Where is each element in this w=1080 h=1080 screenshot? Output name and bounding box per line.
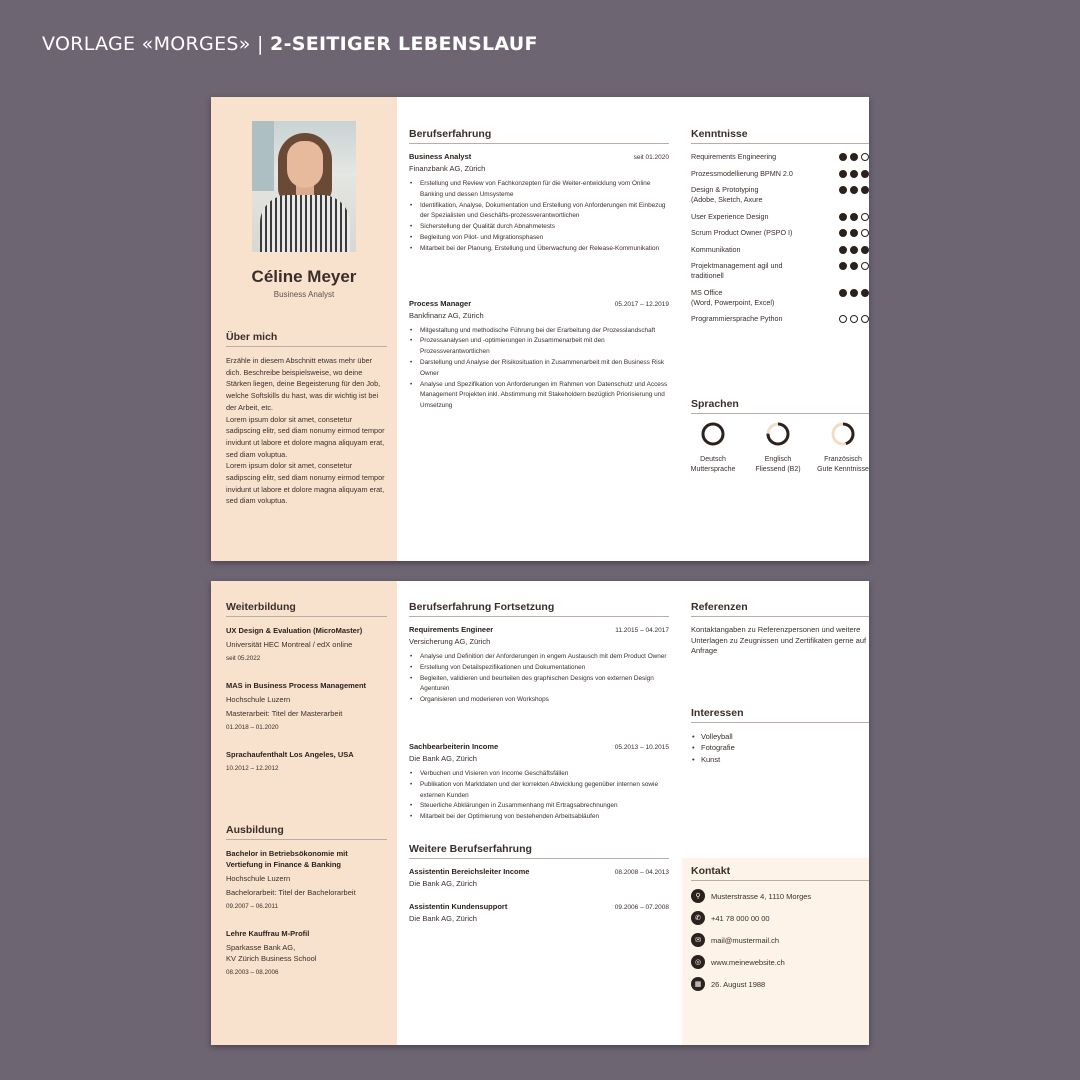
education-date: seit 05.2022 [226, 655, 261, 662]
job-bullet: • Mitarbeit bei der Optimierung von bestehenden Arbeitsabläufen [409, 812, 669, 823]
skill-rating [839, 213, 869, 221]
job-title: Assistentin Bereichsleiter Income [409, 866, 530, 876]
job-date: 08.2008 – 04.2013 [614, 868, 669, 876]
job-bullet: • Steuerliche Abklärungen in Zusammenhang mit Ertragsabrechnungen [409, 801, 669, 812]
education-institution: Hochschule Luzern [226, 874, 291, 883]
experience-more-list [409, 867, 669, 923]
job-bullet: • Mitarbeit bei der Planung, Erstellung und Überwachung der Release-Kommunikation [409, 244, 669, 255]
skill-name: Scrum Product Owner (PSPO I) [691, 228, 793, 237]
left-sidebar-2 [211, 581, 397, 1045]
skills-list [691, 152, 869, 324]
job-date: 05.2017 – 12.2019 [614, 300, 669, 308]
job-title: Assistentin Kundensupport [409, 901, 508, 911]
contact-title: Kontakt [691, 865, 869, 881]
job-title: Business Analyst [409, 152, 472, 161]
language-level-ring [831, 422, 855, 446]
skill-rating [839, 246, 869, 254]
language-item [813, 422, 873, 475]
job-date: 11.2015 – 04.2017 [615, 627, 669, 634]
job-title: Requirements Engineer [409, 625, 494, 634]
job-company: Bankfinanz AG, Zürich [409, 310, 484, 320]
skill-row [691, 212, 869, 222]
globe-icon: ◎ [691, 955, 705, 969]
job-header [409, 299, 669, 308]
rating-dot-filled [850, 246, 858, 254]
right-column-2 [691, 601, 869, 1065]
rating-dot-filled [850, 186, 858, 194]
skills-title: Kenntnisse [691, 128, 869, 144]
interest-item: • Volleyball [691, 731, 869, 743]
language-level-ring [766, 422, 790, 446]
rating-dot-filled [861, 246, 869, 254]
skill-row [691, 169, 869, 179]
job-bullet: • Analyse und Definition der Anforderungen in engem Austausch mit dem Product Owner [409, 652, 669, 663]
job-company: Die Bank AG, Zürich [409, 753, 477, 763]
interest-item: • Fotografie [691, 742, 869, 754]
person-role: Business Analyst [273, 290, 335, 299]
contact-row [691, 955, 869, 969]
job-bullets [409, 652, 669, 706]
job-bullet: • Erstellung und Review von Fachkonzepten für die Weiter-entwicklung vom Online Banking und dessen Umsysteme [409, 179, 669, 201]
education-title: Ausbildung [226, 824, 387, 840]
further-education-section [226, 601, 387, 790]
skill-rating [839, 170, 869, 178]
experience-column [409, 128, 669, 592]
skill-name: MS Office (Word, Powerpoint, Excel) [691, 287, 775, 307]
education-entry [226, 680, 387, 731]
job-date: seit 01.2020 [633, 154, 669, 161]
language-level: Muttersprache [690, 466, 736, 473]
education-title: MAS in Business Process Management [226, 681, 367, 690]
skill-name: Design & Prototyping (Adobe, Sketch, Axure [691, 185, 763, 204]
rating-dot-filled [861, 289, 869, 297]
education-title: Sprachaufenthalt Los Angeles, USA [226, 750, 354, 759]
rating-dot-filled [839, 229, 847, 237]
job-company: Die Bank AG, Zürich [409, 913, 477, 923]
job-bullet: • Identifikation, Analyse, Dokumentation und Erstellung von Anforderungen mit Einbezug der Spezialisten und Geschäfts-prozessverantwortlichen [409, 201, 669, 223]
contact-text: www.meinewebsite.ch [711, 957, 785, 967]
rating-dot-empty [839, 315, 847, 323]
contact-row [691, 977, 869, 991]
rating-dot-empty [861, 315, 869, 323]
job-entry [409, 742, 669, 823]
job-bullet: • Analyse und Spezifikation von Anforderungen im Rahmen von Datenschutz und Access Management Projekten inkl. Abstimmung mit Stakeholdern bezüglich Priorisierung und Umsetzung [409, 380, 669, 412]
resume-page-1 [211, 97, 869, 561]
education-date: 01.2018 – 01.2020 [226, 724, 279, 731]
rating-dot-filled [850, 170, 858, 178]
education-detail: Masterarbeit: Titel der Masterarbeit [226, 709, 343, 718]
experience-more-title: Weitere Berufserfahrung [409, 843, 669, 859]
rating-dot-filled [850, 213, 858, 221]
language-level: Gute Kenntnisse [817, 466, 869, 473]
rating-dot-filled [839, 246, 847, 254]
rating-dot-filled [839, 170, 847, 178]
job-bullets [409, 179, 669, 255]
job-bullet: • Erstellung von Detailspezifikationen und Dokumentationen [409, 663, 669, 674]
further-education-title: Weiterbildung [226, 601, 387, 617]
experience-cont-list [409, 625, 669, 823]
person-name: Céline Meyer [251, 267, 357, 286]
education-title: Bachelor in Betriebsökonomie mit Vertiefung in Finance & Banking [226, 849, 348, 869]
skill-rating [839, 315, 869, 323]
about-text: Erzähle in diesem Abschnitt etwas mehr über dich. Beschreibe beispielsweise, wo deine Stärken liegen, deine Begeisterung für den Job, welche Softskills du hast, was dir wichtig ist bei der Arbeit, etc. Lorem ipsum dolor sit amet, consetetur sadipscing elitr, sed diam nonumy eirmod tempor invidunt ut labore et dolore magna aliquyam erat, sed diam voluptua. Lorem ipsum dolor sit amet, consetetur sadipscing elitr, sed diam nonumy eirmod tempor invidunt ut labore et dolore magna aliquyam erat, sed diam voluptua. [226, 356, 385, 506]
experience-title: Berufserfahrung [409, 128, 669, 144]
skill-name: User Experience Design [691, 211, 769, 221]
interests-list [691, 731, 869, 766]
education-institution: Hochschule Luzern [226, 695, 291, 704]
education-institution: Sparkasse Bank AG, KV Zürich Business School [226, 943, 317, 963]
about-title: Über mich [226, 331, 387, 347]
rating-dot-empty [861, 153, 869, 161]
language-name: Französisch [824, 456, 862, 463]
contact-row [691, 889, 869, 903]
job-header [409, 867, 669, 876]
education-section [226, 824, 387, 994]
education-title: Lehre Kauffrau M-Profil [226, 929, 310, 938]
job-company: Die Bank AG, Zürich [409, 878, 477, 888]
job-bullet: • Mitgestaltung und methodische Führung bei der Erarbeitung der Prozesslandschaft [409, 326, 669, 337]
job-company: Versicherung AG, Zürich [409, 637, 491, 646]
contact-row [691, 933, 869, 947]
job-title: Process Manager [409, 298, 472, 308]
skill-row [691, 261, 869, 281]
language-item [748, 422, 808, 475]
rating-dot-filled [850, 153, 858, 161]
education-entry [226, 928, 387, 976]
job-header [409, 625, 669, 634]
job-bullet: • Begleitung von Pilot- und Migrationsphasen [409, 233, 669, 244]
language-name: Englisch [764, 456, 792, 463]
language-item [683, 422, 743, 475]
experience-cont-column [409, 601, 669, 1065]
rating-dot-empty [850, 315, 858, 323]
template-heading [42, 33, 538, 55]
left-sidebar [211, 97, 397, 561]
contact-text: +41 78 000 00 00 [711, 913, 770, 923]
job-entry [409, 902, 669, 923]
skill-row [691, 228, 869, 238]
languages-title: Sprachen [691, 398, 869, 414]
rating-dot-empty [861, 262, 869, 270]
job-bullet: • Darstellung und Analyse der Risikosituation in Zusammenarbeit mit den Business Risk Owner [409, 358, 669, 380]
rating-dot-filled [861, 170, 869, 178]
skill-name: Programmiersprache Python [691, 314, 783, 323]
language-ring-fill [703, 424, 723, 444]
contact-row [691, 911, 869, 925]
job-bullet: • Organisieren und moderieren von Workshops [409, 695, 669, 706]
rating-dot-filled [850, 262, 858, 270]
skill-row [691, 288, 869, 308]
references-text: Kontaktangaben zu Referenzpersonen und weitere Unterlagen zu Zeugnissen und Zertifikaten gerne auf Anfrage [691, 625, 867, 655]
skill-rating [839, 186, 869, 194]
education-institution: Universität HEC Montreal / edX online [226, 640, 353, 649]
job-header [409, 152, 669, 161]
job-company: Finanzbank AG, Zürich [409, 164, 486, 173]
job-bullet: • Begleiten, validieren und beurteilen des graphischen Designs von externen Design Agenturen [409, 674, 669, 696]
education-date: 09.2007 – 06.2011 [226, 903, 279, 910]
job-entry [409, 152, 669, 255]
experience-cont-title: Berufserfahrung Fortsetzung [409, 601, 669, 617]
skill-row [691, 185, 869, 205]
rating-dot-filled [839, 262, 847, 270]
contact-list [691, 889, 869, 991]
mail-icon: ✉ [691, 933, 705, 947]
phone-icon: ✆ [691, 911, 705, 925]
education-list [226, 848, 387, 976]
skill-row [691, 314, 869, 324]
languages-list [683, 422, 873, 475]
further-education-list [226, 625, 387, 772]
experience-list [409, 152, 669, 412]
job-bullet: • Verbuchen und Visieren von Income Geschäftsfällen [409, 769, 669, 780]
resume-page-2 [211, 581, 869, 1045]
job-entry [409, 299, 669, 412]
skill-row [691, 245, 869, 255]
education-entry [226, 848, 387, 910]
interest-item: • Kunst [691, 754, 869, 766]
location-pin-icon: ⚲ [691, 889, 705, 903]
job-title: Sachbearbeiterin Income [409, 741, 499, 751]
education-date: 08.2003 – 08.2006 [226, 969, 279, 976]
skill-rating [839, 153, 869, 161]
profile-photo [252, 121, 356, 252]
rating-dot-filled [839, 289, 847, 297]
job-entry [409, 625, 669, 706]
skill-name: Requirements Engineering [691, 152, 777, 161]
job-bullet: • Sicherstellung der Qualität durch Abnahmetests [409, 222, 669, 233]
job-bullet: • Prozessanalysen und -optimierungen in Zusammenarbeit mit den Prozessverantwortlichen [409, 336, 669, 358]
job-date: 09.2006 – 07.2008 [614, 903, 669, 911]
about-section [226, 331, 387, 507]
job-bullets [409, 326, 669, 412]
skill-name: Projektmanagement agil und traditionell [691, 261, 783, 280]
language-name: Deutsch [700, 456, 726, 463]
template-heading-name: VORLAGE «MORGES» | [42, 33, 271, 55]
contact-text: Musterstrasse 4, 1110 Morges [711, 891, 812, 901]
job-header [409, 902, 669, 911]
education-entry [226, 625, 387, 662]
skill-name: Kommunikation [691, 244, 741, 254]
job-header [409, 742, 669, 751]
education-date: 10.2012 – 12.2012 [226, 765, 279, 772]
template-heading-type: 2-SEITIGER LEBENSLAUF [270, 33, 538, 55]
job-date: 05.2013 – 10.2015 [614, 743, 669, 751]
rating-dot-filled [839, 153, 847, 161]
skill-rating [839, 262, 869, 270]
skill-name: Prozessmodellierung BPMN 2.0 [691, 168, 793, 178]
skill-rating [839, 289, 869, 297]
rating-dot-filled [839, 213, 847, 221]
references-title: Referenzen [691, 601, 869, 617]
job-entry [409, 867, 669, 888]
rating-dot-empty [861, 213, 869, 221]
contact-text: mail@mustermail.ch [711, 935, 780, 945]
education-entry [226, 749, 387, 772]
skill-rating [839, 229, 869, 237]
rating-dot-filled [850, 289, 858, 297]
education-title: UX Design & Evaluation (MicroMaster) [226, 626, 363, 635]
calendar-icon: ▦ [691, 977, 705, 991]
language-level-ring [701, 422, 725, 446]
contact-text: 26. August 1988 [711, 979, 766, 989]
rating-dot-filled [861, 186, 869, 194]
interests-title: Interessen [691, 707, 869, 723]
job-bullet: • Publikation von Marktdaten und der korrekten Abwicklung gegenüber internen sowie externen Kunden [409, 780, 669, 802]
language-level: Fliessend (B2) [755, 466, 801, 473]
rating-dot-empty [861, 229, 869, 237]
job-bullets [409, 769, 669, 823]
rating-dot-filled [839, 186, 847, 194]
right-column [691, 128, 869, 592]
education-detail: Bachelorarbeit: Titel der Bachelorarbeit [226, 888, 356, 897]
skill-row [691, 152, 869, 162]
rating-dot-filled [850, 229, 858, 237]
